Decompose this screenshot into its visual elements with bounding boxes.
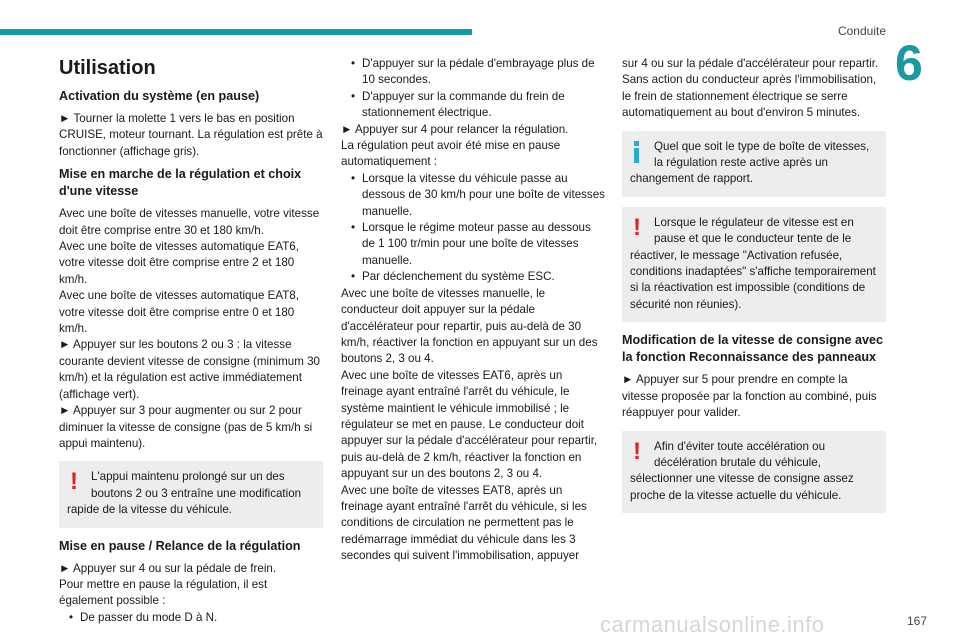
page-title: Utilisation <box>59 57 156 79</box>
paragraph-activation: ► Tourner la molette 1 vers le bas en position CRUISE, moteur tournant. La régulation est prête à fonctionner (affichage gris). <box>59 112 323 158</box>
list-item: • D'appuyer sur la commande du frein de stationnement électrique. <box>351 89 605 122</box>
info-icon <box>630 139 652 165</box>
paragraph-modification: ► Appuyer sur 5 pour prendre en compte la vitesse proposée par la fonction au combiné, puis réappuyer pour valider. <box>622 373 877 420</box>
chapter-number: 6 <box>895 35 923 91</box>
heading-activation: Activation du système (en pause) <box>59 89 260 103</box>
paragraph-relance: ► Appuyer sur 4 pour relancer la régulation. <box>341 122 569 136</box>
bullet-list-b <box>351 171 605 286</box>
page-number: 167 <box>906 614 927 628</box>
warning-note-1 <box>59 461 323 527</box>
paragraph-parking-brake: Sans action du conducteur après l'immobilisation, le frein de stationnement électrique se serre automatiquement au bout d'environ 5 minutes. <box>622 73 877 120</box>
warning-text-2: Lorsque le régulateur de vitesse est en pause et que le conducteur tente de le réactiver, le message "Activation refusée, conditions inadaptées" s'affiche temporairement si la réactivation est impossible (conditions de sécurité non réunies). <box>630 215 876 311</box>
paragraph-adjust: ► Appuyer sur 3 pour augmenter ou sur 2 pour diminuer la vitesse de consigne (pas de 5 km/h si appui maintenu). <box>59 404 313 450</box>
exclamation-icon: ! <box>70 468 78 496</box>
warning-text-3: Afin d'éviter toute accélération ou décélération brutale du véhicule, sélectionner une vitesse de consigne assez proche de la vitesse actuelle du véhicule. <box>630 439 854 502</box>
header-accent-bar <box>0 29 472 35</box>
list-item: • Lorsque la vitesse du véhicule passe au dessous de 30 km/h pour une boîte de vitesses manuelle. <box>351 171 605 220</box>
warning-note-3 <box>622 431 886 514</box>
paragraph-pause: ► Appuyer sur 4 ou sur la pédale de frein. <box>59 561 277 575</box>
paragraph-eat8-restart: Avec une boîte de vitesses EAT8, après un freinage ayant entraîné l'arrêt du véhicule, si les conditions de circulation ne permettent pas le redémarrage immédiat du véhicule dans les 3 secondes qui suivent l'immobilisation, appuyer <box>341 483 587 563</box>
exclamation-icon: ! <box>633 213 641 241</box>
list-item: • D'appuyer sur la pédale d'embrayage plus de 10 secondes. <box>351 56 605 89</box>
paragraph-eat6-restart: Avec une boîte de vitesses EAT6, après un freinage ayant entraîné l'arrêt du véhicule, le système maintient le véhicule immobilisé ; le régulateur se met en pause. Le conducteur doit appuyer sur la pédale d'accélérateur pour repartir, puis au-delà de 2 km/h, réactiver la fonction en appuyant sur un des boutons 2, 3 ou 4. <box>341 368 598 481</box>
info-note-1 <box>622 131 886 197</box>
info-text-1: Quel que soit le type de boîte de vitesses, la régulation reste active après un changement de rapport. <box>630 139 870 186</box>
column-2 <box>341 56 605 565</box>
heading-mise-en-marche: Mise en marche de la régulation et choix d'une vitesse <box>59 167 302 199</box>
paragraph-auto: La régulation peut avoir été mise en pause automatiquement : <box>341 139 561 169</box>
paragraph-eat6: Avec une boîte de vitesses automatique EAT6, votre vitesse doit être comprise entre 2 et 180 km/h. <box>59 240 299 286</box>
watermark: carmanualsonline.info <box>600 612 825 637</box>
heading-modification: Modification de la vitesse de consigne avec la fonction Reconnaissance des panneaux <box>622 333 884 365</box>
paragraph-pause-2: Pour mettre en pause la régulation, il est également possible : <box>59 577 268 608</box>
warning-text-1: L'appui maintenu prolongé sur un des boutons 2 ou 3 entraîne une modification rapide de la vitesse du véhicule. <box>67 470 302 517</box>
section-title: Conduite <box>837 24 886 38</box>
list-item: • De passer du mode D à N. <box>69 610 323 626</box>
paragraph-manual-restart: Avec une boîte de vitesses manuelle, le conducteur doit appuyer sur la pédale d'accélérateur pour repartir, puis au-delà de 30 km/h, réactiver la fonction en appuyant sur un des boutons 2, 3 ou 4. <box>341 286 598 366</box>
list-item: • Par déclenchement du système ESC. <box>351 269 605 285</box>
paragraph-buttons: ► Appuyer sur les boutons 2 ou 3 : la vitesse courante devient vitesse de consigne (minimum 30 km/h) et la régulation est active immédiatement (affichage vert). <box>59 338 320 401</box>
paragraph-eat8: Avec une boîte de vitesses automatique EAT8, votre vitesse doit être comprise entre 0 et 180 km/h. <box>59 289 299 336</box>
paragraph-continued: sur 4 ou sur la pédale d'accélérateur pour repartir. <box>622 57 879 70</box>
paragraph-manual: Avec une boîte de vitesses manuelle, votre vitesse doit être comprise entre 30 et 180 km/h. <box>59 207 320 237</box>
list-item: • Lorsque le régime moteur passe au dessous de 1 100 tr/min pour une boîte de vitesses manuelle. <box>351 220 605 269</box>
warning-note-2 <box>622 207 886 322</box>
column-1 <box>59 56 323 626</box>
bullet-list-a <box>351 56 605 122</box>
exclamation-icon: ! <box>633 437 641 465</box>
heading-pause: Mise en pause / Relance de la régulation <box>59 538 301 553</box>
column-3 <box>622 56 886 523</box>
bullet-list-mode <box>69 610 323 626</box>
